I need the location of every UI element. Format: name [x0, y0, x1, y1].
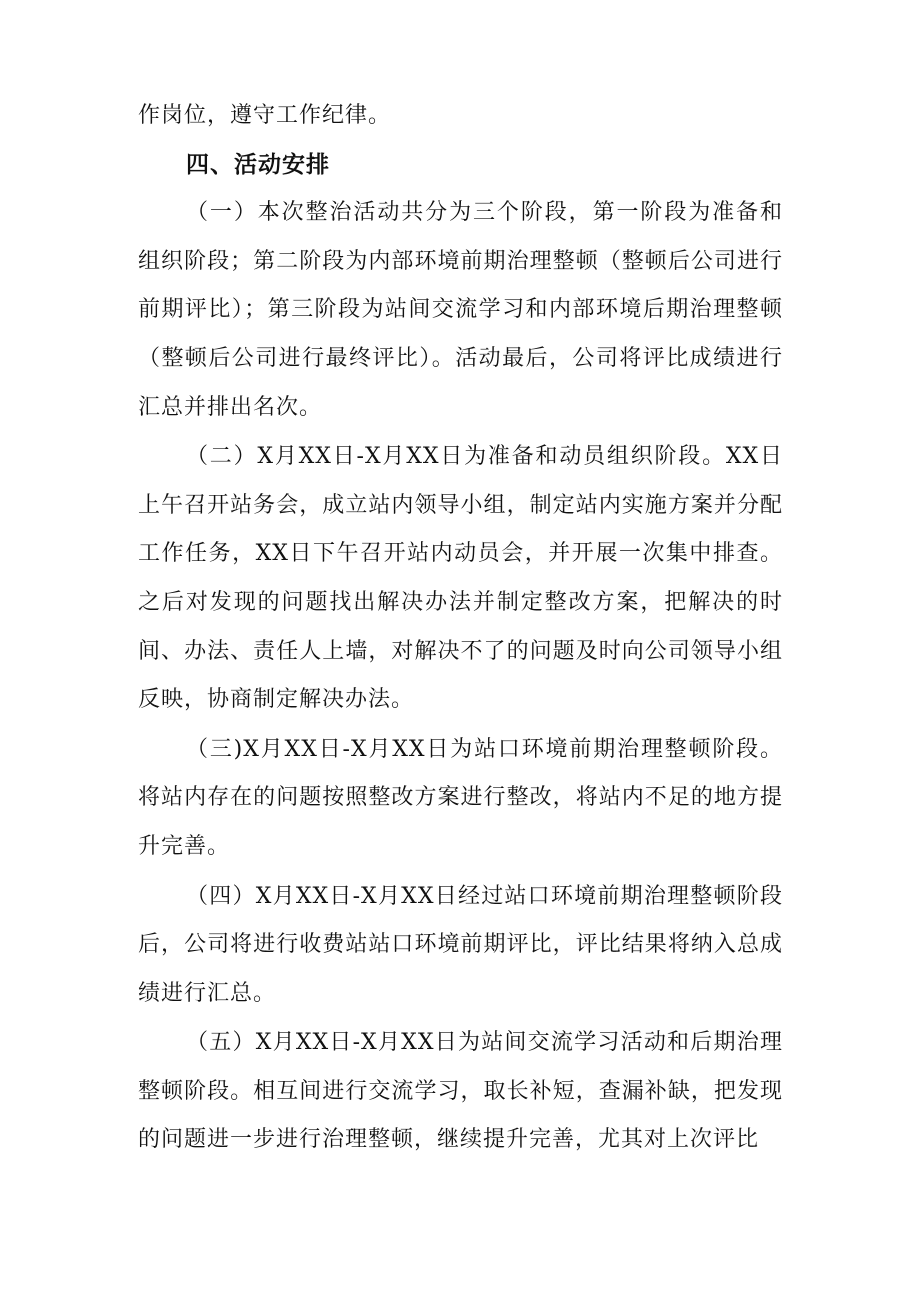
paragraph-4: （四）X月XX日-X月XX日经过站口环境前期治理整顿阶段后，公司将进行收费站站口环境前期评比，评比结果将纳入总成绩进行汇总。	[138, 883, 783, 1006]
paragraph-2: （二）X月XX日-X月XX日为准备和动员组织阶段。XX日上午召开站务会，成立站内领导小组，制定站内实施方案并分配工作任务，XX日下午召开站内动员会，并开展一次集中排查。之后对发现的问题找出解决办法并制定整改方案，把解决的时间、办法、责任人上墙，对解决不了的问题及时向公司领导小组反映，协商制定解决办法。	[138, 444, 783, 713]
paragraph-3: （三)X月XX日-X月XX日为站口环境前期治理整顿阶段。将站内存在的问题按照整改方案进行整改，将站内不足的地方提升完善。	[138, 736, 783, 859]
section-heading: 四、活动安排	[186, 151, 330, 178]
continuation-text: 作岗位，遵守工作纪律。	[138, 103, 392, 128]
document-body	[138, 92, 783, 1165]
paragraph-1: （一）本次整治活动共分为三个阶段，第一阶段为准备和组织阶段；第二阶段为内部环境前期治理整顿（整顿后公司进行前期评比）；第三阶段为站间交流学习和内部环境后期治理整顿（整顿后公司进行最终评比）。活动最后，公司将评比成绩进行汇总并排出名次。	[138, 200, 783, 420]
paragraph-5: （五）X月XX日-X月XX日为站间交流学习活动和后期治理整顿阶段。相互间进行交流学习，取长补短，查漏补缺，把发现的问题进一步进行治理整顿，继续提升完善，尤其对上次评比	[138, 1030, 783, 1153]
